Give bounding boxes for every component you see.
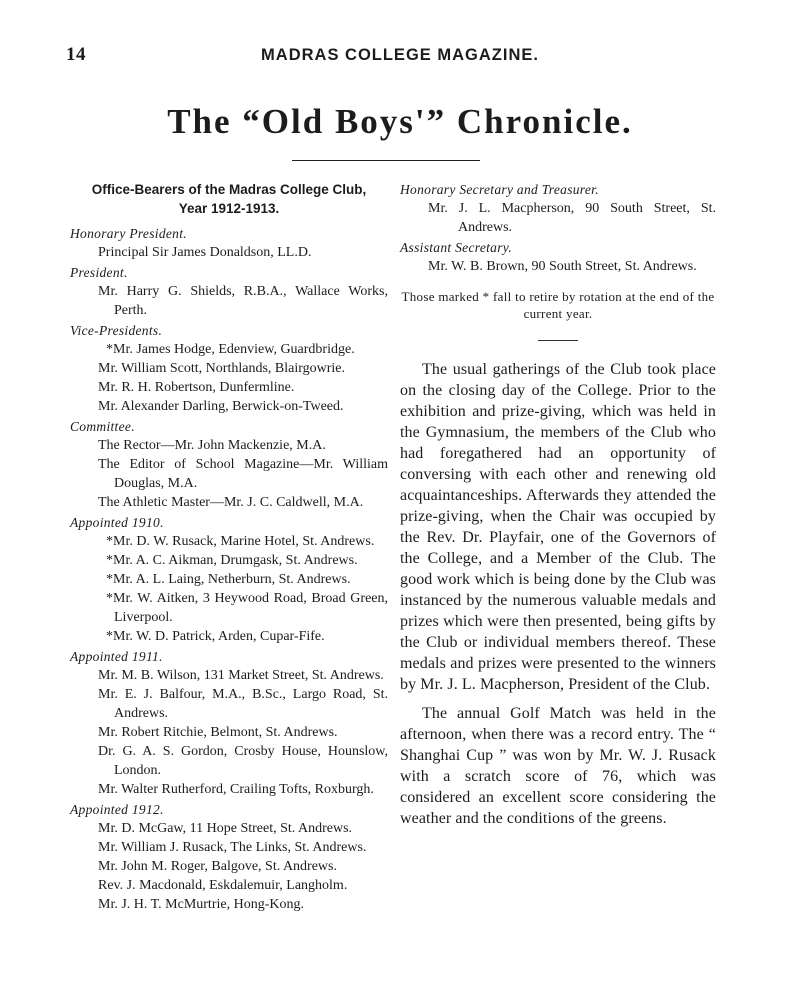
- section-divider: [538, 340, 578, 341]
- office-bearers-heading-line2: Year 1912-1913.: [178, 201, 280, 216]
- member-entry: Mr. E. J. Balfour, M.A., B.Sc., Largo Road, St. Andrews.: [98, 687, 388, 721]
- retirement-note: Those marked * fall to retire by rotation at the end of the current year.: [401, 289, 715, 321]
- member-entry: *Mr. D. W. Rusack, Marine Hotel, St. Andrews.: [106, 534, 375, 549]
- member-entry: Rev. J. Macdonald, Eskdalemuir, Langholm.: [98, 878, 348, 893]
- role-heading: Appointed 1911.: [70, 649, 163, 664]
- role-heading: Appointed 1912.: [70, 802, 164, 817]
- member-entry: *Mr. A. L. Laing, Netherburn, St. Andrews.: [106, 572, 351, 587]
- role-heading: Assistant Secretary.: [400, 240, 512, 255]
- member-entry: Mr. W. B. Brown, 90 South Street, St. Andrews.: [428, 259, 697, 274]
- member-entry: The Editor of School Magazine—Mr. William Douglas, M.A.: [98, 457, 388, 491]
- member-entry: Mr. Walter Rutherford, Crailing Tofts, Roxburgh.: [98, 782, 374, 797]
- right-column: [400, 180, 716, 837]
- member-entry: The Rector—Mr. John Mackenzie, M.A.: [98, 438, 326, 453]
- page-title: The “Old Boys'” Chronicle.: [167, 102, 633, 141]
- member-entry: Mr. R. H. Robertson, Dunfermline.: [98, 380, 295, 395]
- member-entry: Mr. J. L. Macpherson, 90 South Street, St. Andrews.: [428, 201, 716, 235]
- member-entry: Mr. Alexander Darling, Berwick-on-Tweed.: [98, 399, 344, 414]
- member-entry: Mr. J. H. T. McMurtrie, Hong-Kong.: [98, 897, 304, 912]
- member-entry: *Mr. W. D. Patrick, Arden, Cupar-Fife.: [106, 629, 325, 644]
- member-entry: Mr. M. B. Wilson, 131 Market Street, St. Andrews.: [98, 668, 384, 683]
- member-entry: Mr. Harry G. Shields, R.B.A., Wallace Works, Perth.: [98, 284, 388, 318]
- body-paragraph: The usual gatherings of the Club took place on the closing day of the College. Prior to the exhibition and prize-giving, which was held in the Gymnasium, the members of the Club who had foregathered had an opportunity of conversing with each other and renewing old acquaintanceships. Afterwards they attended the prize-giving, when the Chair was occupied by the Rev. Dr. Playfair, one of the Governors of the College, and a Member of the Club. The good work which is being done by the Club was instanced by the numerous valuable medals and prizes which were then presented, being gifts by the Club or individual members thereof. These medals and prizes were presented to the winners by Mr. J. L. Macpherson, President of the Club.: [400, 361, 716, 693]
- role-heading: Appointed 1910.: [70, 515, 164, 530]
- member-entry: *Mr. W. Aitken, 3 Heywood Road, Broad Green, Liverpool.: [106, 591, 388, 625]
- role-heading: Vice-Presidents.: [70, 323, 163, 338]
- member-entry: Principal Sir James Donaldson, LL.D.: [98, 245, 312, 260]
- member-entry: Mr. Robert Ritchie, Belmont, St. Andrews.: [98, 725, 338, 740]
- office-bearers-column: [70, 180, 388, 914]
- member-entry: Dr. G. A. S. Gordon, Crosby House, Hounslow, London.: [98, 744, 388, 778]
- office-bearers-heading-line1: Office-Bearers of the Madras College Club,: [91, 182, 367, 197]
- member-entry: Mr. D. McGaw, 11 Hope Street, St. Andrews.: [98, 821, 353, 836]
- role-heading: President.: [70, 265, 128, 280]
- title-divider: [292, 160, 480, 161]
- member-entry: Mr. John M. Roger, Balgove, St. Andrews.: [98, 859, 337, 874]
- role-heading: Honorary Secretary and Treasurer.: [400, 182, 599, 197]
- page-number: 14: [66, 44, 86, 65]
- body-paragraph: The annual Golf Match was held in the afternoon, when there was a record entry. The “ Shanghai Cup ” was won by Mr. W. J. Rusack with a scratch score of 76, which was considered an excellent score considering the weather and the conditions of the greens.: [400, 705, 716, 827]
- member-entry: The Athletic Master—Mr. J. C. Caldwell, M.A.: [98, 495, 364, 510]
- secretaries-list: [400, 180, 716, 276]
- member-entry: *Mr. A. C. Aikman, Drumgask, St. Andrews.: [106, 553, 358, 568]
- member-entry: Mr. William Scott, Northlands, Blairgowrie.: [98, 361, 346, 376]
- role-heading: Committee.: [70, 419, 135, 434]
- role-heading: Honorary President.: [70, 226, 187, 241]
- chronicle-body: [400, 359, 716, 829]
- office-bearers-heading: [70, 180, 388, 218]
- member-entry: *Mr. James Hodge, Edenview, Guardbridge.: [106, 342, 355, 357]
- running-head: MADRAS COLLEGE MAGAZINE.: [261, 46, 539, 64]
- member-entry: Mr. William J. Rusack, The Links, St. Andrews.: [98, 840, 367, 855]
- office-bearers-list: [70, 224, 388, 914]
